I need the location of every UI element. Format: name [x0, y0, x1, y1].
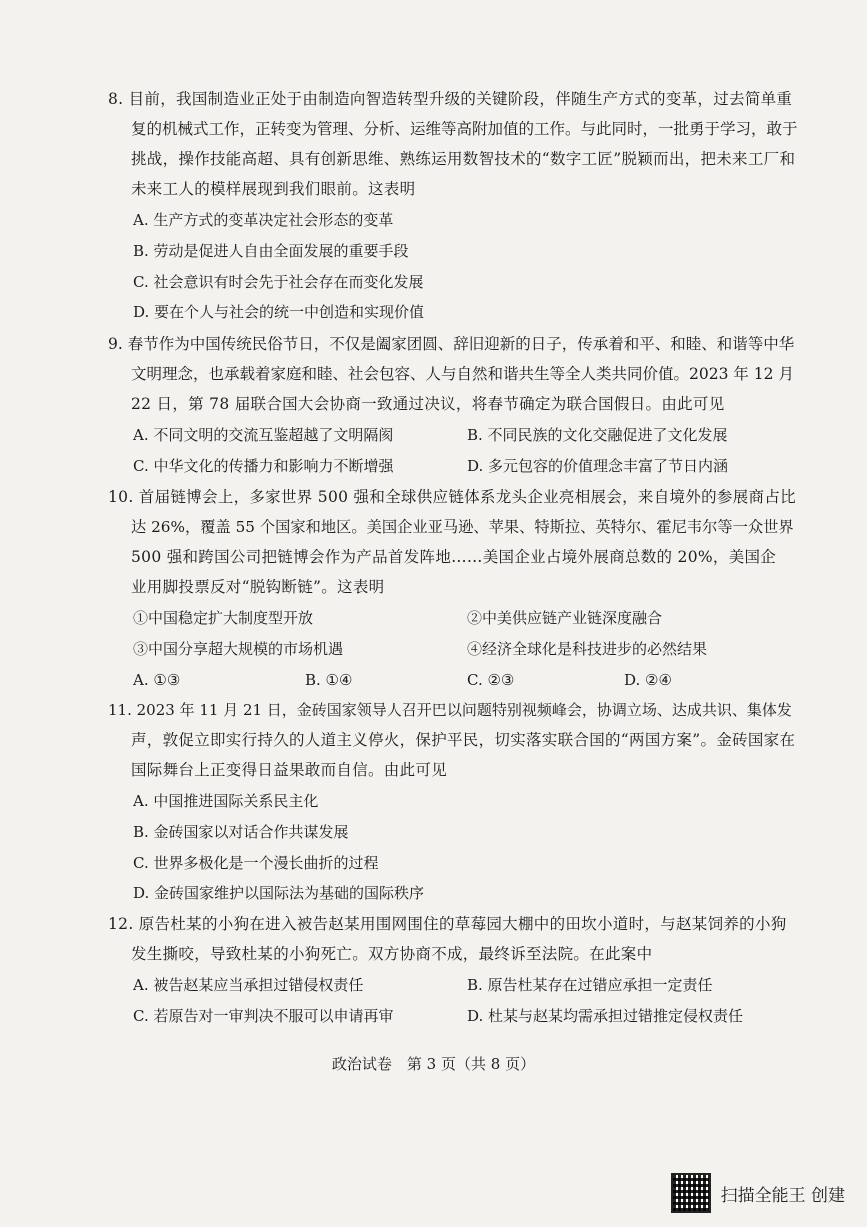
q8-option-b: B. 劳动是促进人自由全面发展的重要手段 [133, 242, 409, 260]
q10-option-d: D. ②④ [624, 671, 672, 689]
q11-option-a: A. 中国推进国际关系民主化 [133, 792, 319, 810]
q12-option-a: A. 被告赵某应当承担过错侵权责任 [133, 976, 364, 994]
q10-item-1: ①中国稳定扩大制度型开放 [133, 609, 314, 627]
q10-item-3: ③中国分享超大规模的市场机遇 [133, 640, 344, 658]
q10-stem-line: 10. 首届链博会上，多家世界 500 强和全球供应链体系龙头企业亮相展会，来自境外的参展商占比 [108, 488, 796, 506]
q11-option-d: D. 金砖国家维护以国际法为基础的国际秩序 [133, 884, 425, 902]
q11-stem-line: 声，敦促立即实行持久的人道主义停火，保护平民，切实落实联合国的“两国方案”。金砖国家在 [131, 731, 796, 749]
q8-stem-line: 挑战，操作技能高超、具有创新思维、熟练运用数智技术的“数字工匠”脱颖而出，把未来工厂和 [131, 150, 796, 168]
q9-option-a: A. 不同文明的交流互鉴超越了文明隔阂 [133, 426, 394, 444]
q12-stem-line: 12. 原告杜某的小狗在进入被告赵某用围网围住的草莓园大棚中的田坎小道时，与赵某饲养的小狗 [108, 915, 787, 933]
q8-option-c: C. 社会意识有时会先于社会存在而变化发展 [133, 273, 424, 291]
q10-option-b: B. ①④ [305, 671, 353, 689]
qr-code-icon [671, 1173, 711, 1213]
q8-stem-line: 未来工人的模样展现到我们眼前。这表明 [131, 180, 416, 198]
q12-stem-line: 发生撕咬，导致杜某的小狗死亡。双方协商不成，最终诉至法院。在此案中 [131, 945, 653, 963]
q9-stem-line: 9. 春节作为中国传统民俗节日，不仅是阖家团圆、辞旧迎新的日子，传承着和平、和睦、和谐等中华 [108, 335, 795, 353]
q10-option-c: C. ②③ [467, 671, 515, 689]
q9-option-c: C. 中华文化的传播力和影响力不断增强 [133, 457, 394, 475]
q11-stem-line: 国际舞台上正变得日益果敢而自信。由此可见 [131, 761, 448, 779]
q8-option-d: D. 要在个人与社会的统一中创造和实现价值 [133, 303, 425, 321]
q10-stem-line: 500 强和跨国公司把链博会作为产品首发阵地……美国企业占境外展商总数的 20%，美国企 [131, 548, 777, 566]
q8-stem-line: 复的机械式工作，正转变为管理、分析、运维等高附加值的工作。与此同时，一批勇于学习，敢于 [131, 120, 798, 138]
q10-item-2: ②中美供应链产业链深度融合 [467, 609, 663, 627]
q10-item-4: ④经济全球化是科技进步的必然结果 [467, 640, 708, 658]
q8-stem-line: 8. 目前，我国制造业正处于由制造向智造转型升级的关键阶段，伴随生产方式的变革，过去简单重 [108, 90, 793, 108]
q12-option-d: D. 杜某与赵某均需承担过错推定侵权责任 [467, 1007, 744, 1025]
scanner-watermark [671, 1173, 845, 1213]
q9-stem-line: 文明理念，也承载着家庭和睦、社会包容、人与自然和谐共生等全人类共同价值。2023 年 12 月 [131, 365, 794, 383]
q9-option-b: B. 不同民族的文化交融促进了文化发展 [467, 426, 728, 444]
q8-option-a: A. 生产方式的变革决定社会形态的变革 [133, 211, 394, 229]
q11-option-b: B. 金砖国家以对话合作共谋发展 [133, 823, 349, 841]
q10-stem-line: 达 26%，覆盖 55 个国家和地区。美国企业亚马逊、苹果、特斯拉、英特尔、霍尼韦尔等一众世界 [131, 518, 794, 536]
q11-option-c: C. 世界多极化是一个漫长曲折的过程 [133, 854, 379, 872]
q9-option-d: D. 多元包容的价值理念丰富了节日内涵 [467, 457, 729, 475]
page-footer: 政治试卷 第 3 页（共 8 页） [331, 1055, 536, 1073]
q12-option-b: B. 原告杜某存在过错应承担一定责任 [467, 976, 713, 994]
q10-option-a: A. ①③ [133, 671, 181, 689]
q10-stem-line: 业用脚投票反对“脱钩断链”。这表明 [131, 578, 385, 596]
q9-stem-line: 22 日，第 78 届联合国大会协商一致通过决议，将春节确定为联合国假日。由此可见 [131, 395, 725, 413]
watermark-text: 扫描全能王 创建 [720, 1185, 845, 1206]
q12-option-c: C. 若原告对一审判决不服可以申请再审 [133, 1007, 394, 1025]
q11-stem-line: 11. 2023 年 11 月 21 日，金砖国家领导人召开巴以问题特别视频峰会，协调立场、达成共识、集体发 [108, 701, 792, 719]
